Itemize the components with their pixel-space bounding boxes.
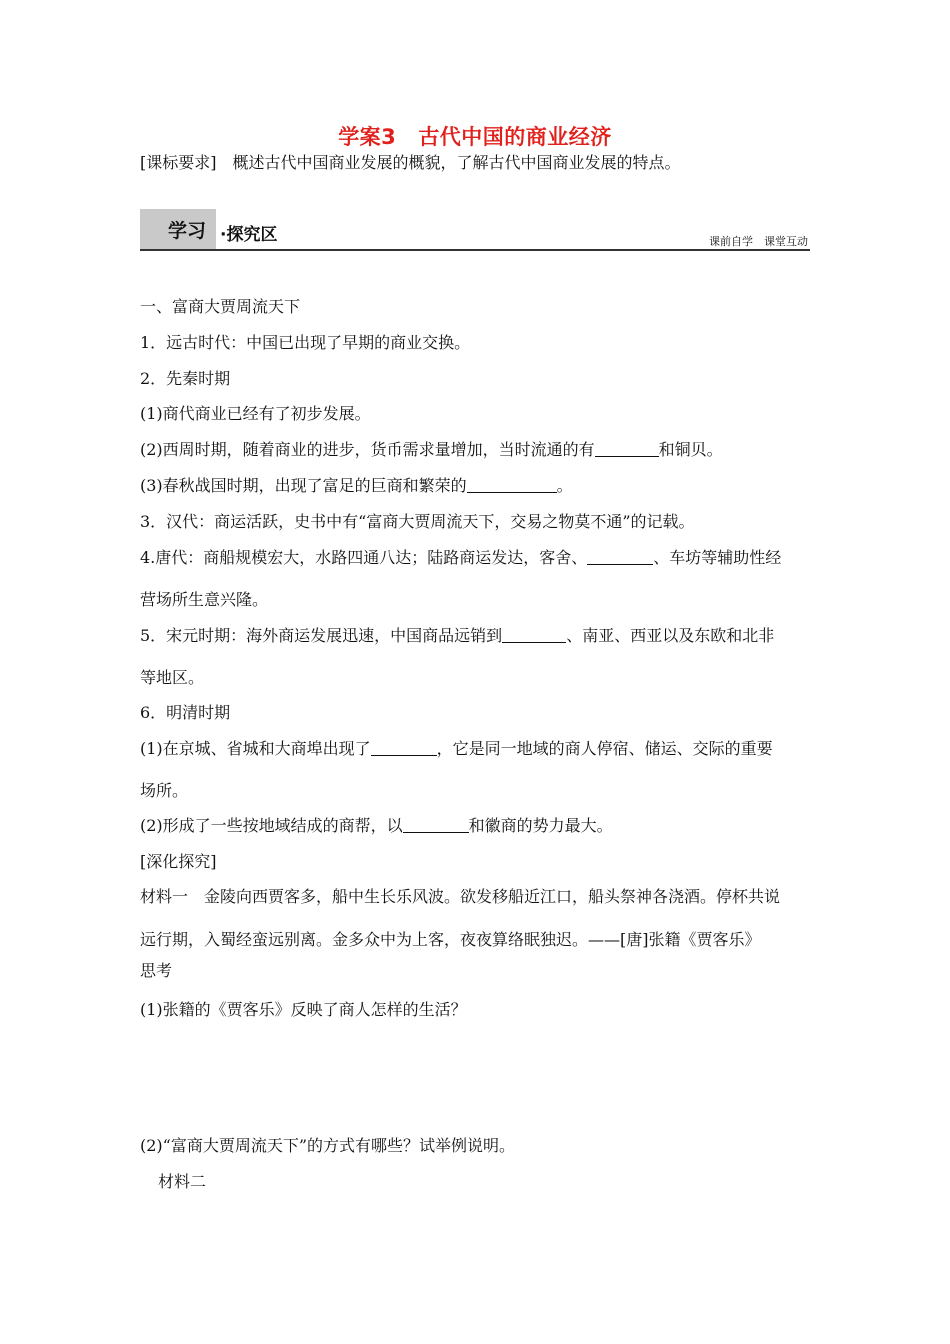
fill-blank[interactable] xyxy=(371,739,437,756)
paragraph: 等地区。 xyxy=(140,668,205,687)
paragraph: 1．远古时代：中国已出现了早期的商业交换。 xyxy=(140,333,471,352)
question: (2)“富商大贾周流天下”的方式有哪些？试举例说明。 xyxy=(140,1136,516,1155)
paragraph: 远行期，入蜀经蛮远别离。金多众中为上客，夜夜算络眠独迟。——[唐]张籍《贾客乐》 xyxy=(140,930,761,949)
section-banner xyxy=(140,209,810,251)
text: 和铜贝。 xyxy=(658,440,723,459)
text: (3)春秋战国时期，出现了富足的巨商和繁荣的 xyxy=(140,476,467,495)
fill-blank[interactable] xyxy=(467,476,557,493)
section-heading: [深化探究] xyxy=(140,852,217,871)
banner-tab: 学习 xyxy=(140,209,216,249)
text: 和徽商的势力最大。 xyxy=(468,816,613,835)
text: (1)在京城、省城和大商埠出现了 xyxy=(140,739,371,758)
paragraph: 场所。 xyxy=(140,781,189,800)
question: (1)张籍的《贾客乐》反映了商人怎样的生活？ xyxy=(140,1000,467,1019)
paragraph: 营场所生意兴隆。 xyxy=(140,590,269,609)
paragraph xyxy=(140,739,773,759)
paragraph xyxy=(140,548,781,568)
fill-blank[interactable] xyxy=(403,816,469,833)
text: (2)西周时期，随着商业的进步，货币需求量增加，当时流通的有 xyxy=(140,440,595,459)
text: 、车坊等辅助性经 xyxy=(653,548,782,567)
banner-subtitle: ·探究区 xyxy=(220,225,278,245)
paragraph xyxy=(140,626,774,646)
paragraph: 材料二 xyxy=(158,1172,207,1191)
banner-divider xyxy=(140,249,810,251)
banner-right-label: 课前自学 课堂互动 xyxy=(709,235,808,248)
paragraph xyxy=(140,816,613,836)
paragraph: 2．先秦时期 xyxy=(140,369,231,388)
title-label: 学案3 xyxy=(338,125,397,149)
text: 。 xyxy=(556,476,573,495)
section-heading: 一、富商大贾周流天下 xyxy=(140,297,301,316)
curriculum-standard: [课标要求] 概述古代中国商业发展的概貌，了解古代中国商业发展的特点。 xyxy=(140,153,681,172)
paragraph: 材料一 金陵向西贾客多，船中生长乐风波。欲发移船近江口，船头祭神各浇酒。停杯共说 xyxy=(140,887,781,906)
text: (2)形成了一些按地域结成的商帮，以 xyxy=(140,816,403,835)
fill-blank[interactable] xyxy=(587,548,653,565)
paragraph: 思考 xyxy=(140,961,173,980)
text: 、南亚、西亚以及东欧和北非 xyxy=(566,626,775,645)
paragraph: 3．汉代：商运活跃，史书中有“富商大贾周流天下，交易之物莫不通”的记载。 xyxy=(140,512,695,531)
paragraph xyxy=(140,440,723,460)
text: 4.唐代：商船规模宏大，水路四通八达；陆路商运发达，客舍、 xyxy=(140,548,588,567)
text: 5．宋元时期：海外商运发展迅速，中国商品远销到 xyxy=(140,626,503,645)
fill-blank[interactable] xyxy=(595,440,659,457)
paragraph: (1)商代商业已经有了初步发展。 xyxy=(140,404,371,423)
page-title xyxy=(0,121,950,151)
paragraph: 6．明清时期 xyxy=(140,703,231,722)
text: ，它是同一地域的商人停宿、储运、交际的重要 xyxy=(436,739,773,758)
fill-blank[interactable] xyxy=(502,626,566,643)
paragraph xyxy=(140,476,573,496)
title-text: 古代中国的商业经济 xyxy=(418,125,612,149)
